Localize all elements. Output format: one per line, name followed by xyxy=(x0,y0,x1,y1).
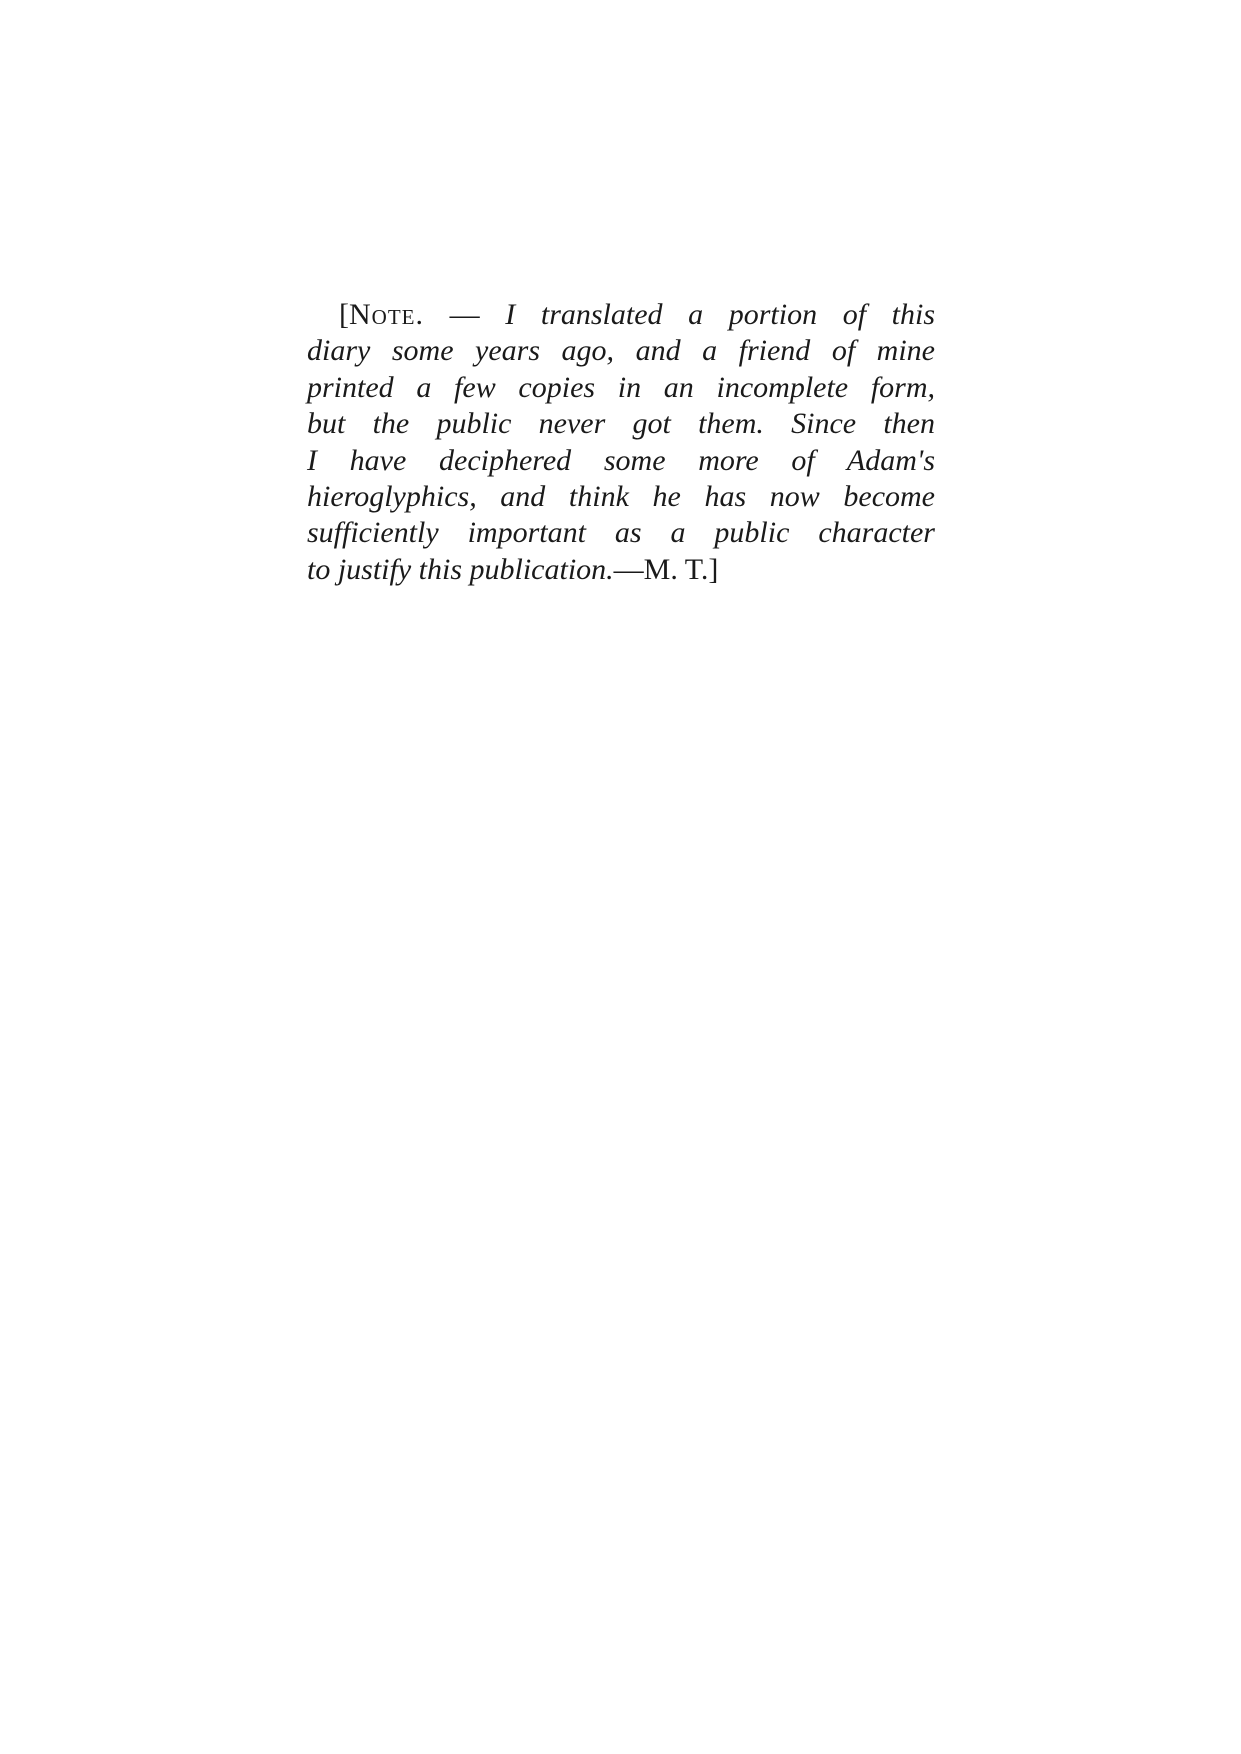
note-text-line: I translated a portion of this xyxy=(505,298,936,331)
note-text-line: to justify this publication. xyxy=(307,552,614,586)
note-dash: — xyxy=(424,298,480,331)
note-text-line: but the public never got them. Since then xyxy=(307,407,935,441)
note-open-bracket: [ xyxy=(339,298,349,331)
note-label: Note. xyxy=(349,298,424,331)
note-line-last xyxy=(307,552,935,588)
note-text-line: hieroglyphics, and think he has now become xyxy=(307,480,935,514)
note-text-line: diary some years ago, and a friend of mine xyxy=(307,334,935,368)
note-line-1 xyxy=(307,297,935,333)
note-text-line: sufficiently important as a public character xyxy=(307,516,935,550)
note-text-line: I have deciphered some more of Adam's xyxy=(307,443,935,477)
note-text-line: printed a few copies in an incomplete form, xyxy=(307,370,935,404)
note-signature: —M. T.] xyxy=(613,552,719,586)
translator-note xyxy=(307,297,935,588)
